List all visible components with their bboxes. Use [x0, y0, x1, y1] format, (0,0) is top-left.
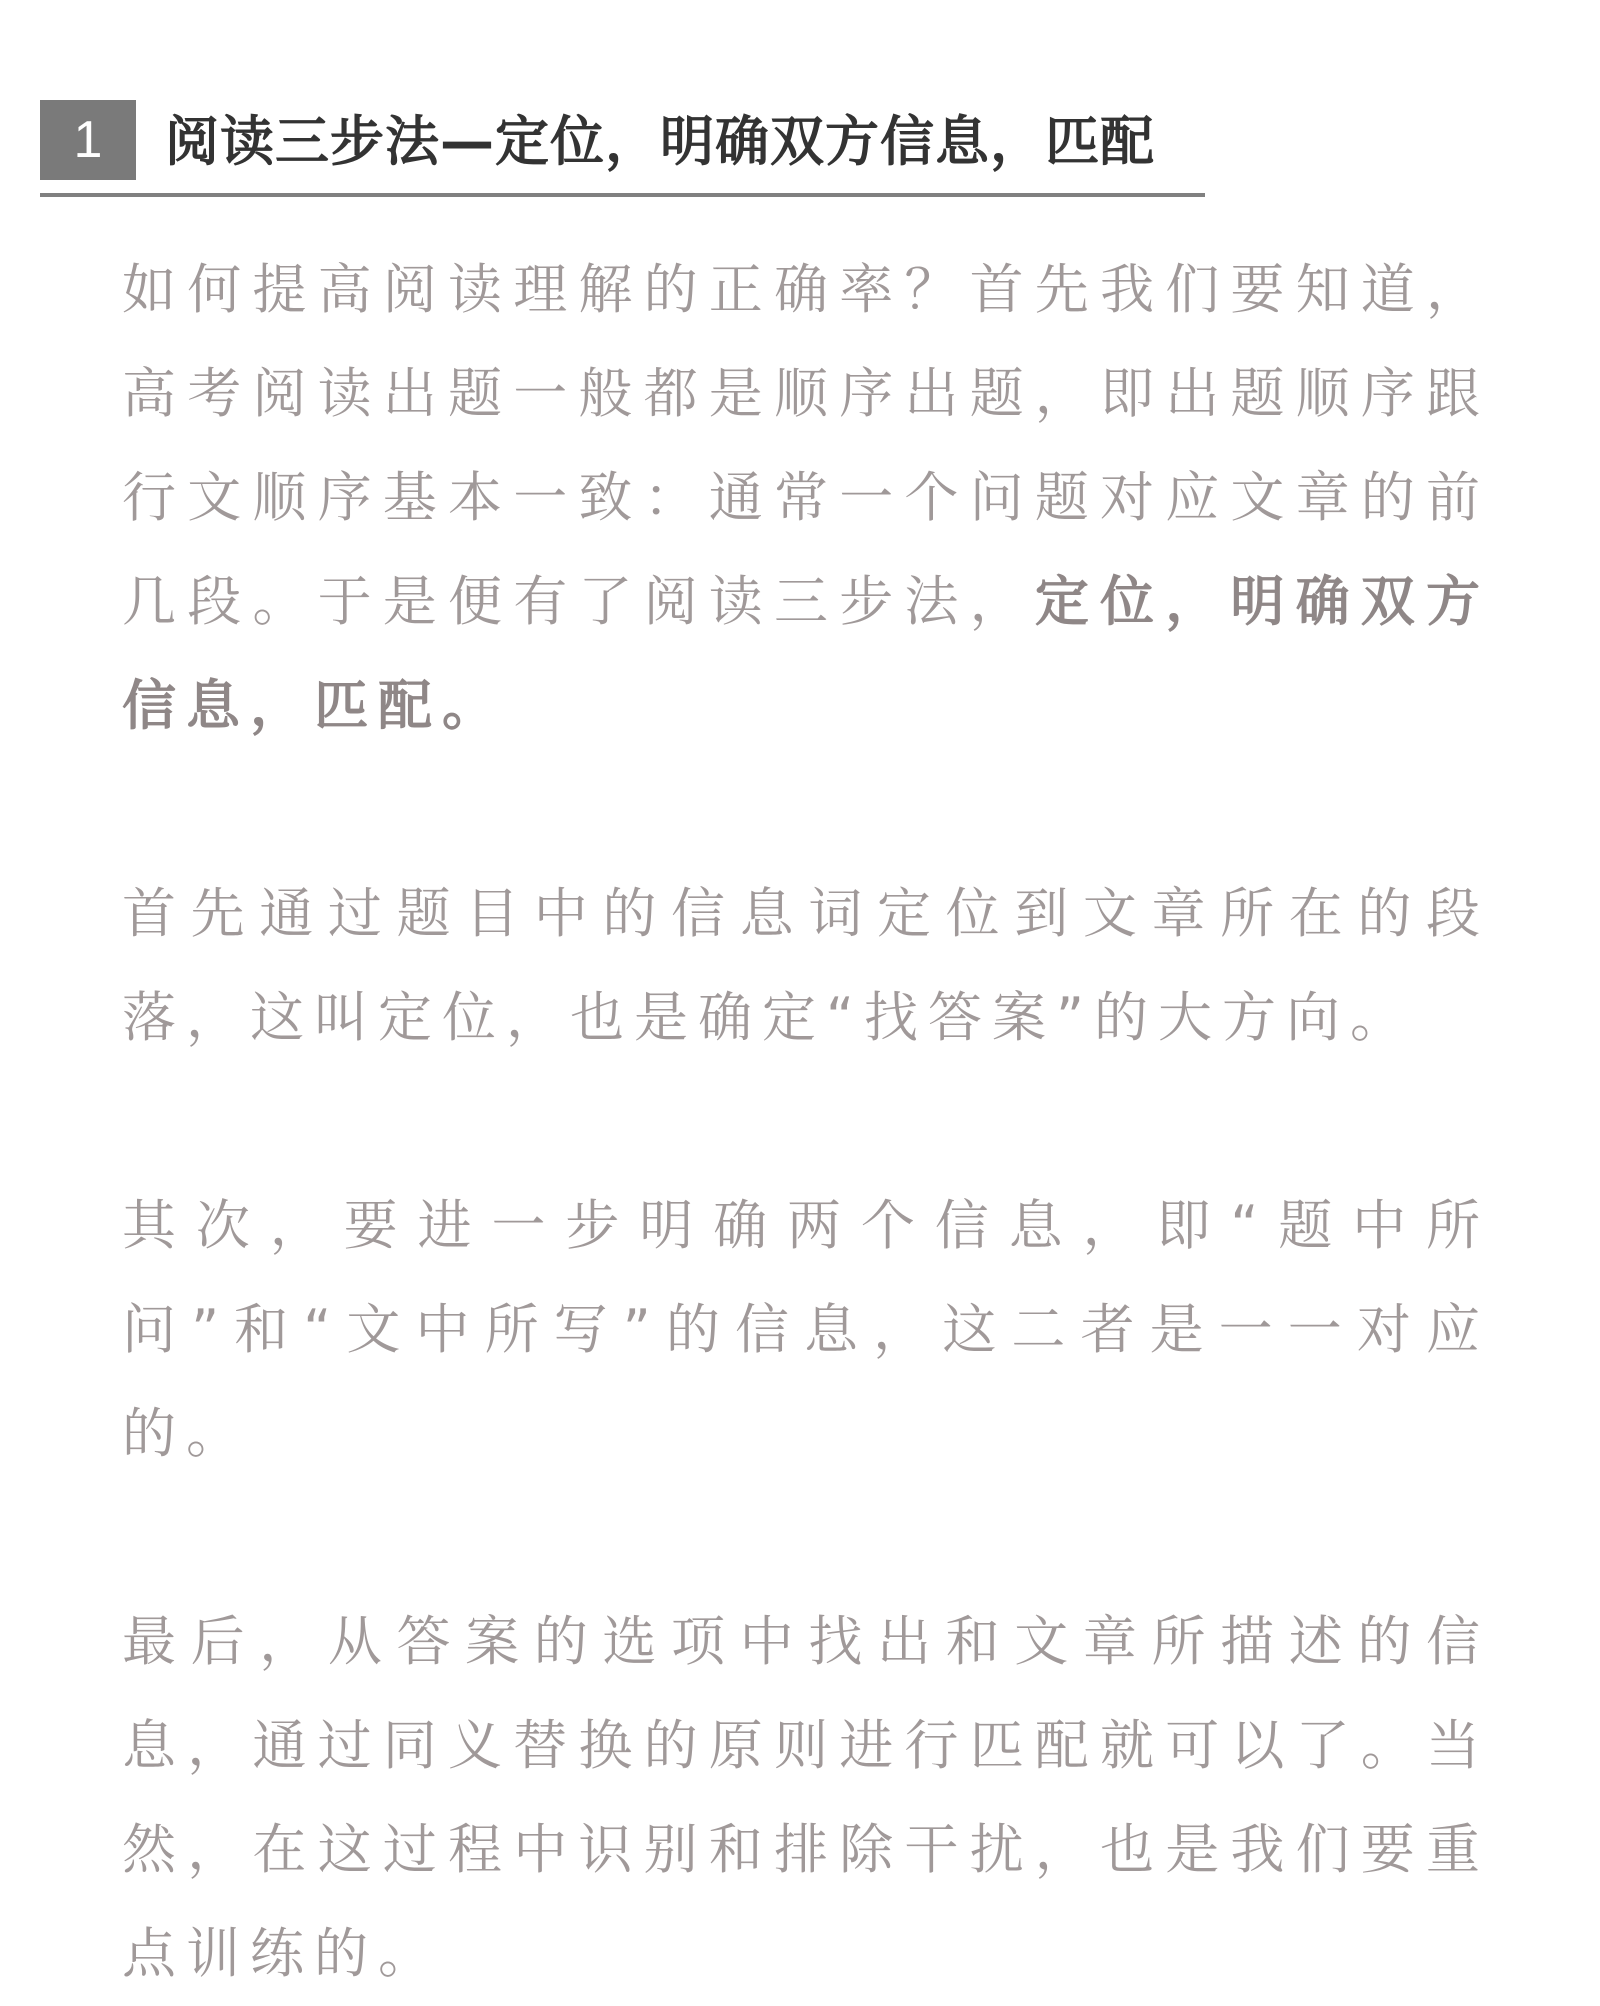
section-header [40, 100, 1205, 198]
section-divider [40, 193, 1205, 197]
paragraph-match-text: 最后，从答案的选项中找出和文章所描述的信息，通过同义替换的原则进行匹配就可以了。当然，在这过程中识别和排除干扰，也是我们要重点训练的。 [122, 1610, 1490, 1985]
paragraph-locate [122, 862, 1490, 1070]
paragraph-locate-text: 首先通过题目中的信息词定位到文章所在的段落，这叫定位，也是确定“找答案”的大方向。 [122, 882, 1490, 1049]
paragraph-match [122, 1590, 1490, 2006]
paragraph-intro-text: 如何提高阅读理解的正确率？首先我们要知道，高考阅读出题一般都是顺序出题，即出题顺序跟行文顺序基本一致：通常一个问题对应文章的前几段。于是便有了阅读三步法， [122, 258, 1490, 633]
article-body [122, 238, 1490, 2006]
paragraph-intro [122, 238, 1490, 758]
paragraph-clarify [122, 1174, 1490, 1486]
paragraph-intro-emphasis: 定位，明确双方信息，匹配。 [122, 570, 1491, 737]
section-title: 阅读三步法—定位，明确双方信息，匹配 [165, 110, 1155, 173]
section-number-badge: 1 [40, 100, 136, 180]
paragraph-clarify-text: 其次，要进一步明确两个信息，即“题中所问”和“文中所写”的信息，这二者是一一对应的。 [122, 1194, 1490, 1465]
